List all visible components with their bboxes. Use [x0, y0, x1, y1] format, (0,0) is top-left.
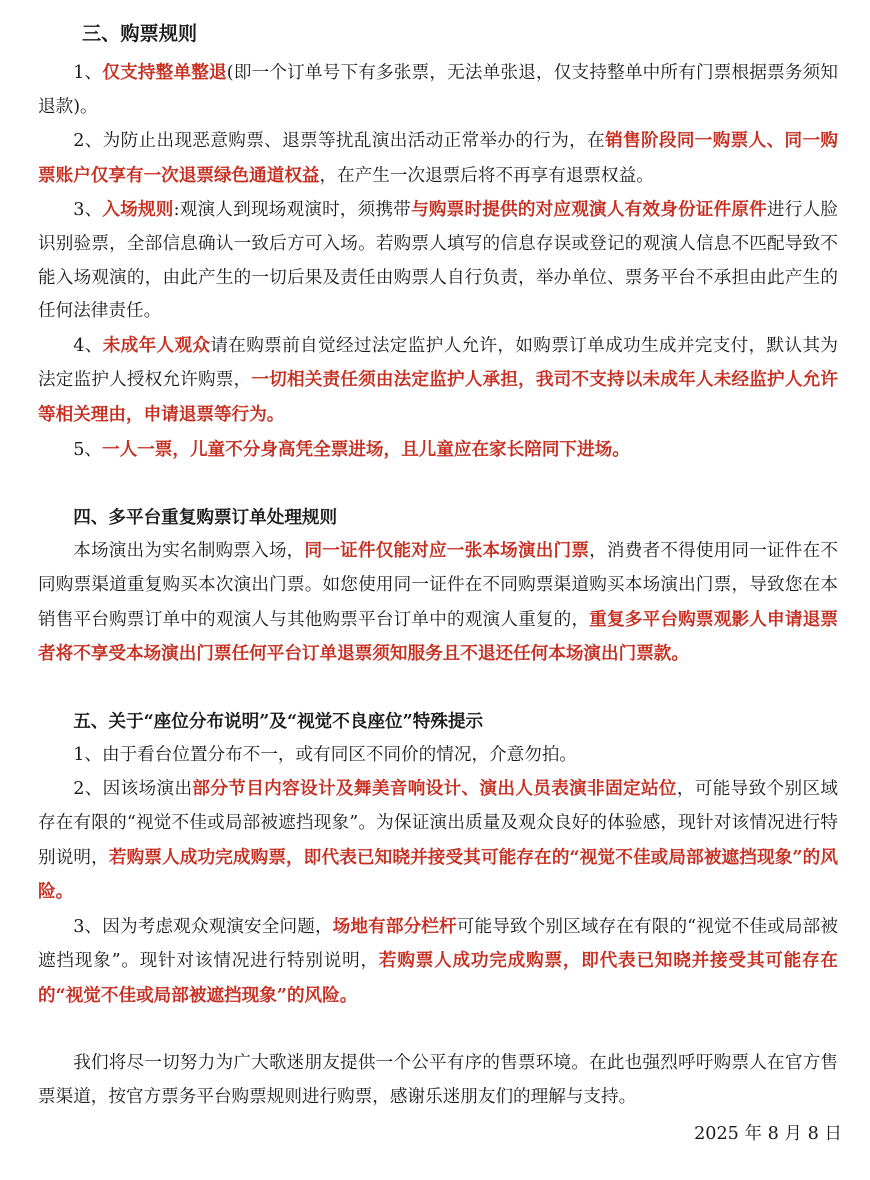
section-3-title: 三、购票规则 — [82, 22, 198, 45]
rule-item — [38, 772, 838, 909]
rule-item — [38, 124, 838, 193]
body-text: 进行人脸识别验票，全部信息确认一致后方可入场。若购票人填写的信息存误或登记的观演人信息不匹配导致不能入场观演的，由此产生的一切后果及责任由购票人自行负责，举办单位、票务平台不承担由此产生的任何法律责任。 — [38, 200, 838, 322]
section-5-items — [38, 739, 838, 1014]
body-text: 请在购票前自觉经过法定监护人允许，如购票订单成功生成并完支付，默认其为法定监护人授权允许购票， — [38, 335, 838, 391]
section-4-title: 四、多平台重复购票订单处理规则 — [73, 506, 338, 528]
body-text: 我们将尽一切努力为广大歌迷朋友提供一个公平有序的售票环境。在此也强烈呼吁购票人在官方售票渠道，按官方票务平台购票规则进行购票，感谢乐迷朋友们的理解与支持。 — [38, 1053, 838, 1107]
body-text: ，可能导致个别区域存在有限的“视觉不佳或局部被遮挡现象”。为保证演出质量及观众良好的体验感，现针对该情况进行特别说明， — [38, 779, 838, 868]
notice-document — [38, 14, 838, 1114]
highlighted-text: 场地有部分栏杆 — [332, 915, 457, 937]
rule-item — [38, 193, 838, 328]
rule-item — [38, 56, 838, 124]
highlighted-text: 一切相关责任须由法定监护人承担，我司不支持以未成年人未经监护人允许等相关理由，申请退票等行为。 — [38, 369, 838, 425]
section-3-items — [38, 56, 838, 467]
body-text: 1、由于看台位置分布不一，或有同区不同价的情况，介意勿拍。 — [73, 744, 578, 765]
body-text: 2、为防止出现恶意购票、退票等扰乱演出活动正常举办的行为，在 — [73, 131, 606, 152]
body-text: 2、因该场演出 — [73, 779, 193, 800]
body-text: 5、 — [73, 439, 102, 460]
body-text: 可能导致个别区域存在有限的“视觉不佳或局部被遮挡现象”。现针对该情况进行特别说明， — [38, 916, 838, 972]
rule-item — [38, 739, 838, 773]
highlighted-text: 仅支持整单整退 — [102, 62, 227, 83]
highlighted-text: 一人一票，儿童不分身高凭全票进场，且儿童应在家长陪同下进场。 — [101, 438, 630, 460]
body-text: :观演人到现场观演时，须携带 — [173, 200, 412, 221]
body-text: 本场演出为实名制购票入场， — [73, 541, 305, 562]
body-text: 3、 — [73, 200, 103, 221]
section-4-paragraph — [38, 534, 838, 671]
body-text: (即一个订单号下有多张票，无法单张退，仅支持整单中所有门票根据票务须知退款)。 — [38, 63, 838, 117]
document-date: 2025 年 8 月 8 日 — [694, 1124, 842, 1144]
body-text: ，在产生一次退票后将不再享有退票权益。 — [319, 165, 654, 186]
highlighted-text: 未成年人观众 — [102, 334, 211, 356]
body-text: ，消费者不得使用同一证件在不同购票渠道重复购买本次演出门票。如您使用同一证件在不同购票渠道购买本场演出门票，导致您在本销售平台购票订单中的观演人与其他购票平台订单中的观演人重复的， — [38, 541, 838, 630]
section-5-title: 五、关于“座位分布说明”及“视觉不良座位”特殊提示 — [73, 711, 484, 733]
rule-item — [38, 433, 838, 468]
body-text: 1、 — [73, 63, 103, 83]
body-text: 4、 — [73, 335, 103, 356]
closing-paragraph — [38, 1047, 838, 1114]
highlighted-text: 与购票时提供的对应观演人有效身份证件原件 — [411, 199, 767, 221]
highlighted-text: 销售阶段同一购票人、同一购票账户仅享有一次退票绿色通道权益 — [38, 130, 838, 186]
highlighted-text: 入场规则 — [102, 199, 174, 221]
highlighted-text: 重复多平台购票观影人申请退票者将不享受本场演出门票任何平台订单退票须知服务且不退还任何本场演出门票款。 — [38, 608, 838, 665]
body-text: 3、因为考虑观众观演安全问题， — [73, 916, 333, 937]
highlighted-text: 同一证件仅能对应一张本场演出门票 — [304, 540, 590, 562]
rule-item — [38, 910, 838, 1014]
rule-item — [38, 329, 838, 433]
highlighted-text: 若购票人成功完成购票，即代表已知晓并接受其可能存在的“视觉不佳或局部被遮挡现象”的风险。 — [38, 846, 838, 903]
highlighted-text: 部分节目内容设计及舞美音响设计、演出人员表演非固定站位 — [192, 778, 677, 800]
highlighted-text: 若购票人成功完成购票，即代表已知晓并接受其可能存在的“视觉不佳或局部被遮挡现象”的风险。 — [38, 950, 838, 1007]
